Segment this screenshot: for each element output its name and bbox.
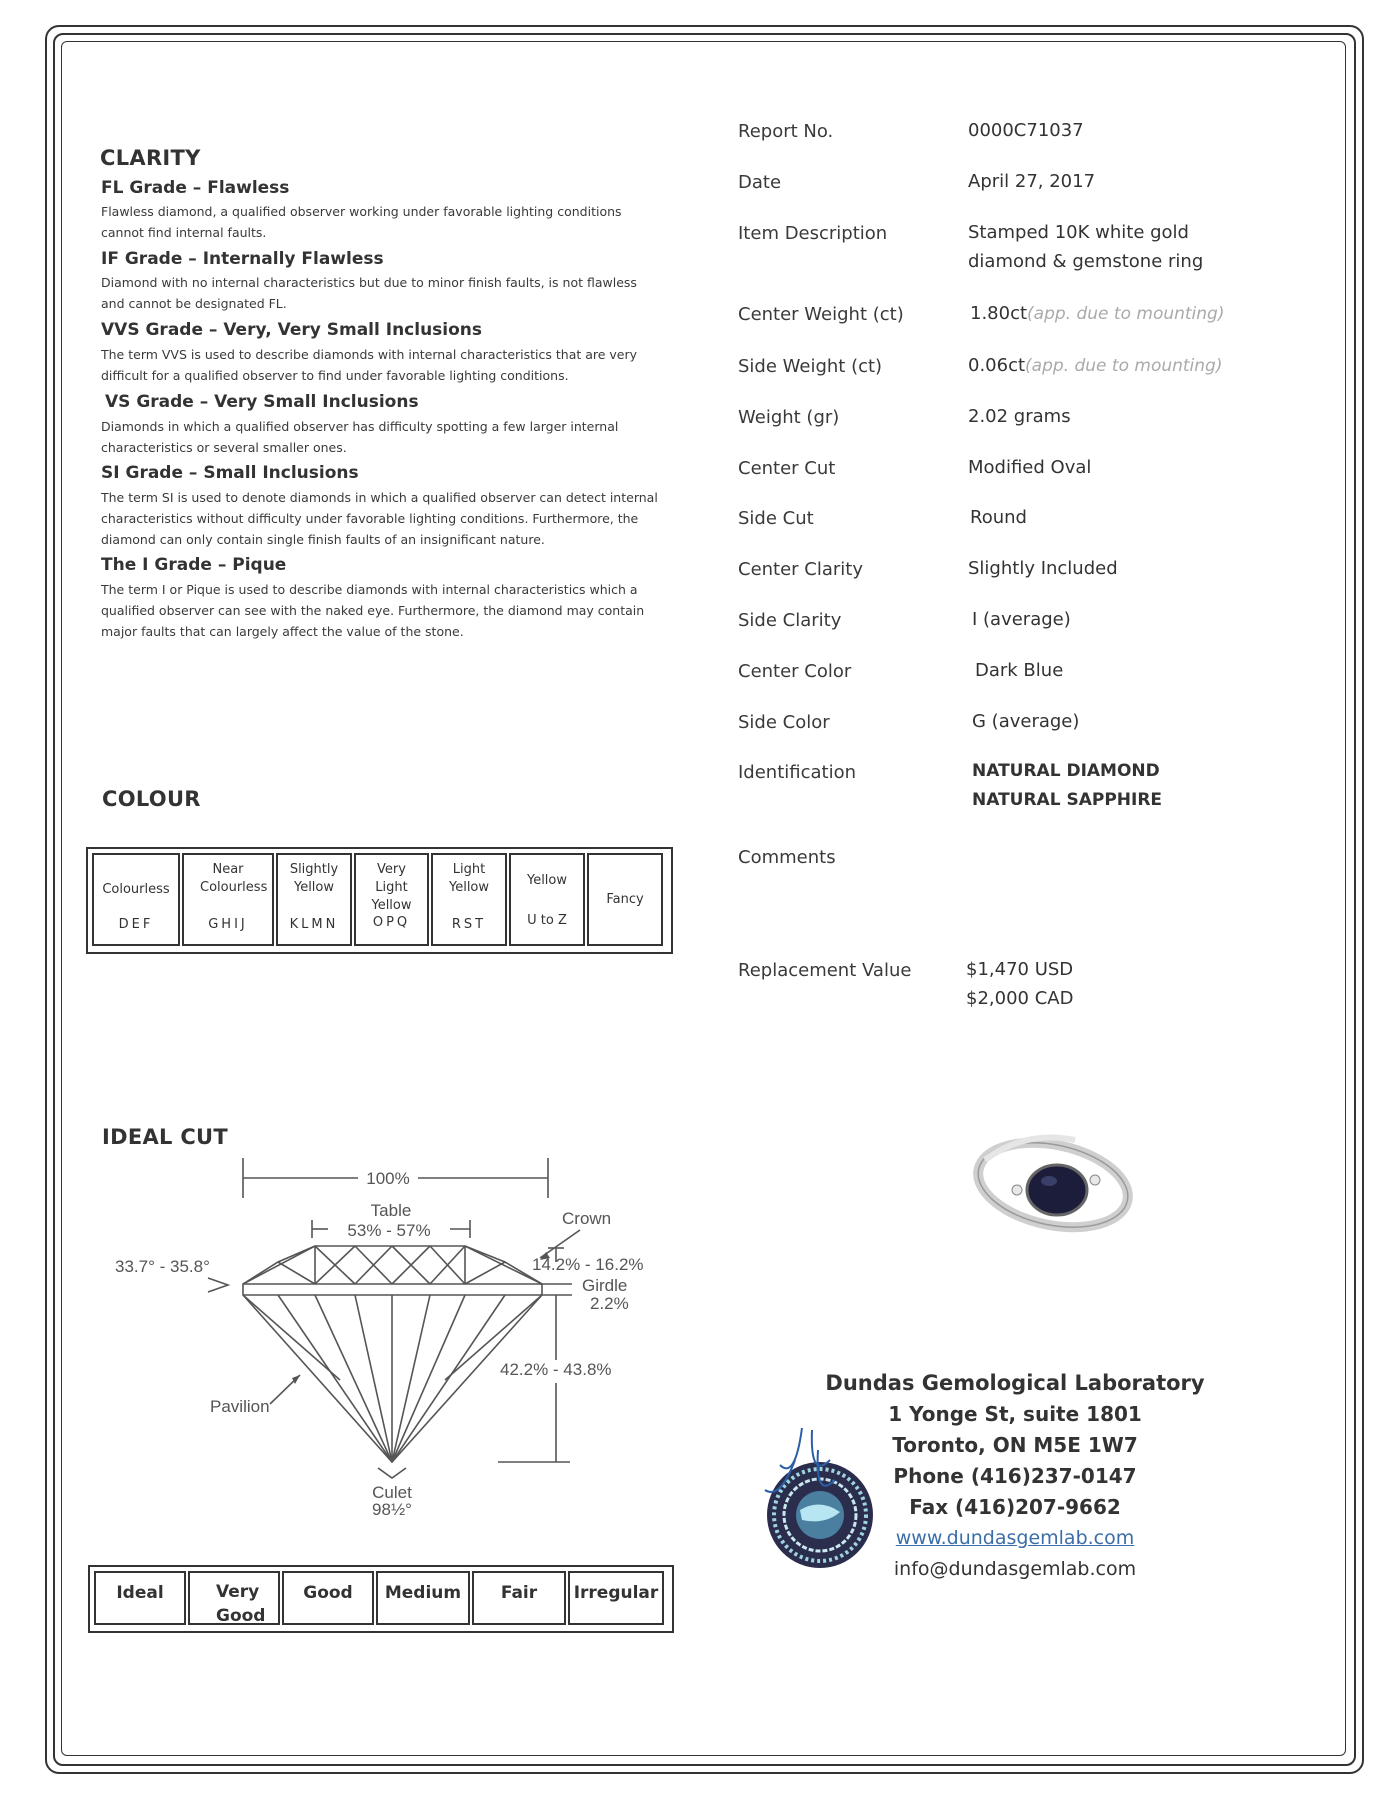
clarity-si-text: The term SI is used to denote diamonds in which a qualified observer can detect internal characteristics without difficulty under favorable lighting conditions. Furthermore, the diamond can only contain single finish faults of an insignificant nature. [101,490,658,547]
diagram-pavilion-depth: 42.2% - 43.8% [500,1360,612,1379]
side-weight-row [968,351,1222,381]
clarity-i-text: The term I or Pique is used to describe diamonds with internal characteristics which a qualified observer can see with the naked eye. Furthermore, the diamond may contain major faults that can largely affect the value of the stone. [101,582,645,639]
clarity-title: CLARITY [100,146,201,170]
cut-grade-irregular: Irregular [568,1571,664,1625]
center-clarity-label: Center Clarity [738,559,864,580]
identification-value-1: NATURAL DIAMOND [972,761,1160,781]
diagram-culet-label: Culet [372,1483,412,1502]
clarity-i-heading: The I Grade – Pique [101,555,287,575]
diagram-crown-angle: 33.7° - 35.8° [115,1257,210,1276]
side-clarity-value: I (average) [972,609,1071,630]
clarity-vvs-text: The term VVS is used to describe diamonds with internal characteristics that are very difficult for a qualified observer to find under favorable lighting conditions. [101,347,638,383]
diagram-table-label: Table [370,1201,412,1220]
colour-cell-klmn: Slightly Yellow KLMN [276,853,352,946]
center-weight-label: Center Weight (ct) [738,304,904,325]
diagram-culet-value: 98½° [372,1500,412,1519]
cut-grade-fair: Fair [472,1571,566,1625]
clarity-if-text: Diamond with no internal characteristics but due to minor finish faults, is not flawless and cannot be designated FL. [101,275,637,311]
center-clarity-value: Slightly Included [968,558,1118,579]
center-color-label: Center Color [738,661,852,682]
colour-title: COLOUR [102,787,201,811]
cut-grade-medium: Medium [376,1571,470,1625]
identification-label: Identification [738,762,857,783]
item-description-line1: Stamped 10K white gold [968,222,1189,243]
colour-cell-fancy: Fancy [587,853,663,946]
lab-address-1: 1 Yonge St, suite 1801 [888,1402,1142,1426]
item-description-line2: diamond & gemstone ring [968,251,1204,272]
diagram-width-label: 100% [366,1169,410,1188]
cut-grade-ideal: Ideal [94,1571,186,1625]
date-value: April 27, 2017 [968,171,1096,192]
side-cut-value: Round [970,507,1027,528]
colour-scale-table [86,847,673,954]
center-cut-label: Center Cut [738,458,836,479]
lab-fax: Fax (416)207-9662 [909,1495,1121,1519]
cut-grade-table [88,1565,674,1633]
clarity-fl-heading: FL Grade – Flawless [101,178,290,198]
clarity-vvs-heading: VVS Grade – Very, Very Small Inclusions [101,320,483,340]
diagram-table-range: 53% - 57% [347,1221,431,1240]
item-description-label: Item Description [738,223,888,244]
colour-cell-rst: Light Yellow RST [431,853,507,946]
side-color-label: Side Color [738,712,830,733]
lab-email: info@dundasgemlab.com [893,1558,1137,1580]
diagram-pavilion-label: Pavilion [210,1397,270,1416]
diagram-girdle-label: Girdle [582,1276,628,1295]
ideal-cut-diagram [100,1150,680,1519]
center-color-value: Dark Blue [975,660,1064,681]
identification-value-2: NATURAL SAPPHIRE [972,790,1163,810]
colour-cell-def: Colourless DEF [92,853,180,946]
lab-website-link[interactable]: www.dundasgemlab.com [895,1527,1135,1549]
report-no-label: Report No. [738,121,834,142]
side-weight-note: (app. due to mounting) [1025,356,1223,376]
diagram-crown-height: 14.2% - 16.2% [532,1255,644,1274]
clarity-if-heading: IF Grade – Internally Flawless [101,249,384,269]
lab-address-2: Toronto, ON M5E 1W7 [892,1433,1138,1457]
diagram-girdle-value: 2.2% [590,1294,629,1313]
cut-grade-very-good: Very Good [188,1571,280,1625]
weight-label: Weight (gr) [738,407,840,428]
center-weight-value: 1.80ct [970,303,1028,324]
hologram-seal-icon [740,1420,890,1580]
ring-photo [965,1125,1140,1245]
center-weight-note: (app. due to mounting) [1027,304,1225,324]
replacement-value-label: Replacement Value [738,960,912,981]
side-weight-label: Side Weight (ct) [738,356,883,377]
center-weight-row [970,299,1224,329]
colour-cell-uz: Yellow U to Z [509,853,585,946]
center-cut-value: Modified Oval [968,457,1092,478]
colour-cell-ghij: Near Colourless GHIJ [182,853,274,946]
replacement-cad: $2,000 CAD [966,988,1074,1009]
ideal-cut-title: IDEAL CUT [102,1125,229,1149]
diagram-crown-label: Crown [562,1209,612,1228]
replacement-usd: $1,470 USD [966,959,1074,980]
clarity-fl-text: Flawless diamond, a qualified observer working under favorable lighting conditions cannot find internal faults. [101,204,622,240]
weight-value: 2.02 grams [968,406,1071,427]
cut-grade-good: Good [282,1571,374,1625]
comments-label: Comments [738,847,836,868]
clarity-vs-heading: VS Grade – Very Small Inclusions [105,392,419,412]
colour-cell-opq: Very Light Yellow OPQ [354,853,429,946]
lab-name: Dundas Gemological Laboratory [825,1371,1205,1395]
side-weight-value: 0.06ct [968,355,1026,376]
side-color-value: G (average) [972,711,1080,732]
lab-phone: Phone (416)237-0147 [893,1464,1137,1488]
side-cut-label: Side Cut [738,508,814,529]
clarity-vs-text: Diamonds in which a qualified observer has difficulty spotting a few larger internal characteristics or several smaller ones. [101,419,619,455]
report-no-value: 0000C71037 [968,120,1084,141]
side-clarity-label: Side Clarity [738,610,842,631]
clarity-si-heading: SI Grade – Small Inclusions [101,463,359,483]
date-label: Date [738,172,782,193]
